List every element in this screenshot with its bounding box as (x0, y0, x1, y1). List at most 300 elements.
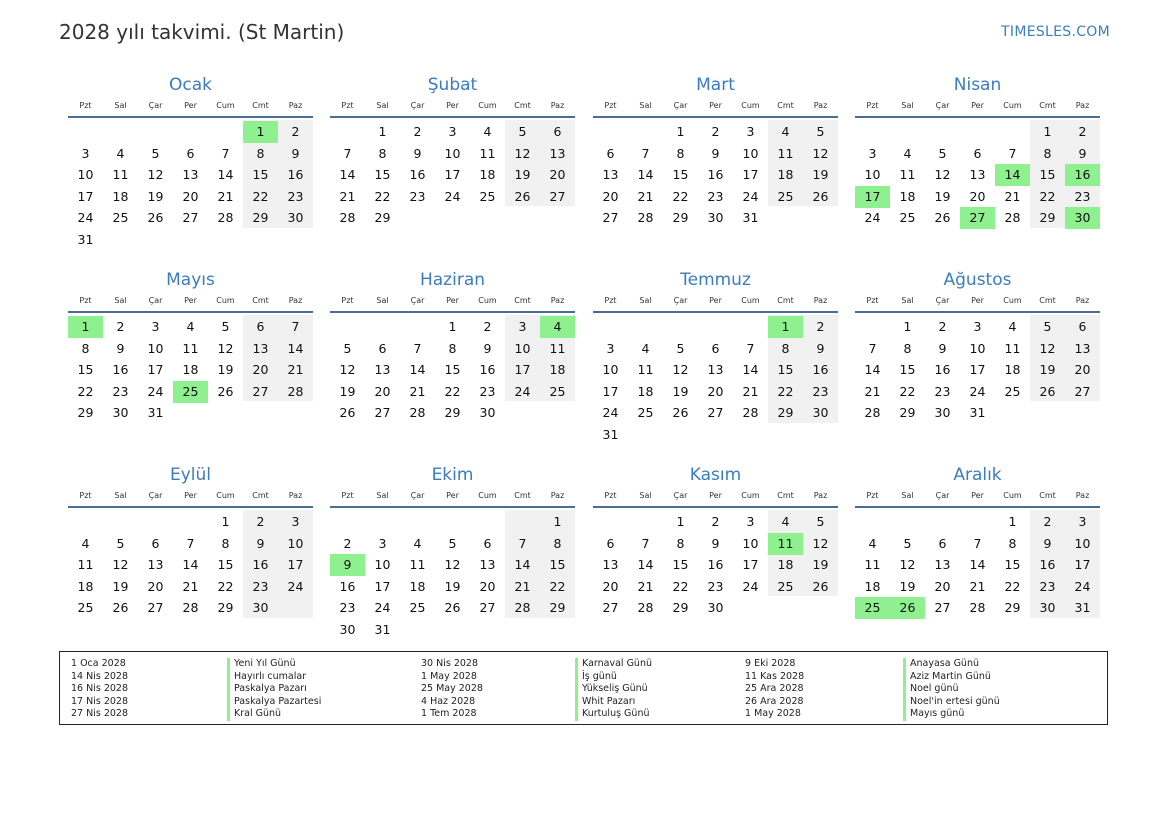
weekday-label: Cum (741, 296, 760, 305)
header-rule (855, 506, 1100, 508)
day-cell: 24 (77, 210, 94, 226)
day-cell: 12 (812, 145, 829, 161)
legend-holiday-name: Noel'in ertesi günü (903, 696, 1000, 709)
day-cell: 4 (903, 145, 912, 161)
weekday-label: Per (184, 296, 197, 305)
day-cell: 30 (934, 405, 951, 421)
weekday-label: Paz (1075, 491, 1090, 500)
day-cell: 23 (479, 383, 496, 399)
day-cell: 12 (899, 557, 916, 573)
day-cell: 20 (1074, 362, 1091, 378)
day-cell: 29 (672, 600, 689, 616)
day-cell: 9 (1078, 145, 1087, 161)
weekday-label: Per (971, 296, 984, 305)
weekday-label: Sal (901, 101, 914, 110)
day-cell: 3 (518, 319, 527, 334)
month-name: Haziran (419, 270, 486, 290)
day-cell: 6 (483, 535, 492, 551)
legend-name-column (575, 658, 652, 721)
day-cell: 11 (1004, 340, 1021, 356)
day-cell: 6 (938, 535, 947, 551)
holiday-day-cell: 14 (995, 164, 1030, 186)
weekday-label: Pzt (866, 296, 879, 305)
day-cell: 14 (864, 362, 881, 378)
day-cell: 19 (812, 167, 829, 183)
day-cell: 1 (676, 124, 685, 139)
legend-name-column (903, 658, 1000, 721)
day-cell: 31 (742, 210, 759, 226)
day-cell: 2 (413, 124, 422, 139)
day-cell: 7 (641, 535, 650, 551)
day-cell: 2 (1078, 124, 1087, 139)
day-cell: 22 (217, 578, 234, 594)
day-cell: 17 (602, 383, 619, 399)
day-cell: 18 (864, 578, 881, 594)
day-cell: 17 (742, 557, 759, 573)
day-cell: 19 (672, 383, 689, 399)
day-cell: 27 (1074, 383, 1091, 399)
legend-holiday-name: Yükseliş Günü (575, 683, 652, 696)
day-cell: 7 (641, 145, 650, 161)
day-cell: 23 (707, 188, 724, 204)
weekday-label: Paz (813, 296, 828, 305)
day-cell: 10 (742, 145, 759, 161)
weekday-label: Paz (813, 491, 828, 500)
weekday-label: Pzt (866, 101, 879, 110)
day-cell: 10 (602, 362, 619, 378)
legend-date: 25 Ara 2028 (745, 683, 804, 695)
day-cell: 15 (549, 557, 566, 573)
month-name: Mart (696, 75, 735, 95)
weekday-label: Cmt (252, 101, 269, 110)
day-cell: 12 (147, 167, 164, 183)
day-cell: 1 (1043, 124, 1052, 139)
day-cell: 18 (182, 362, 199, 378)
weekday-label: Per (446, 101, 459, 110)
day-cell: 20 (549, 167, 566, 183)
day-cell: 15 (217, 557, 234, 573)
day-cell: 24 (742, 188, 759, 204)
day-cell: 10 (1074, 535, 1091, 551)
weekday-label: Çar (673, 491, 688, 500)
day-cell: 15 (899, 362, 916, 378)
weekday-label: Çar (148, 491, 163, 500)
weekday-label: Sal (376, 491, 389, 500)
day-cell: 13 (182, 167, 199, 183)
day-cell: 15 (1039, 167, 1056, 183)
day-cell: 29 (252, 210, 269, 226)
day-cell: 26 (514, 188, 531, 204)
day-cell: 31 (969, 405, 986, 421)
day-cell: 5 (676, 340, 685, 356)
day-cell: 20 (374, 383, 391, 399)
day-cell: 2 (711, 514, 720, 529)
weekday-label: Çar (673, 296, 688, 305)
day-cell: 3 (448, 124, 457, 139)
day-cell: 6 (1078, 319, 1087, 334)
weekday-label: Cum (741, 491, 760, 500)
weekday-label: Pzt (79, 296, 92, 305)
day-cell: 11 (899, 167, 916, 183)
legend-date-column (71, 658, 128, 721)
day-cell: 19 (934, 188, 951, 204)
day-cell: 28 (969, 600, 986, 616)
holiday-day-cell: 30 (1065, 207, 1100, 229)
weekday-label: Per (446, 296, 459, 305)
day-cell: 2 (816, 319, 825, 334)
day-cell: 18 (479, 167, 496, 183)
day-cell: 18 (409, 578, 426, 594)
day-cell: 20 (602, 578, 619, 594)
month-name: Kasım (689, 465, 742, 485)
holiday-day-cell: 1 (768, 316, 803, 338)
day-cell: 17 (742, 167, 759, 183)
day-cell: 20 (252, 362, 269, 378)
day-cell: 7 (413, 340, 422, 356)
header-rule (855, 116, 1100, 118)
weekday-label: Çar (935, 491, 950, 500)
day-cell: 21 (1004, 188, 1021, 204)
day-cell: 18 (77, 578, 94, 594)
legend-date: 25 May 2028 (421, 683, 483, 695)
day-cell: 15 (672, 557, 689, 573)
weekday-label: Paz (550, 491, 565, 500)
day-cell: 28 (514, 600, 531, 616)
day-cell: 21 (864, 383, 881, 399)
day-cell: 10 (444, 145, 461, 161)
legend-holiday-name: Kral Günü (227, 708, 321, 721)
day-cell: 2 (1043, 514, 1052, 529)
legend-holiday-name: Mayıs günü (903, 708, 1000, 721)
day-cell: 27 (707, 405, 724, 421)
day-cell: 5 (343, 340, 352, 356)
weekday-label: Paz (288, 491, 303, 500)
weekday-label: Çar (935, 296, 950, 305)
day-cell: 25 (409, 600, 426, 616)
day-cell: 18 (777, 167, 794, 183)
day-cell: 6 (606, 145, 615, 161)
weekday-label: Cmt (514, 101, 531, 110)
weekday-label: Cmt (252, 491, 269, 500)
weekday-label: Pzt (604, 296, 617, 305)
day-cell: 31 (602, 427, 619, 442)
legend-date: 4 Haz 2028 (421, 695, 476, 707)
day-cell: 5 (221, 319, 230, 334)
day-cell: 19 (339, 383, 356, 399)
weekday-label: Pzt (79, 491, 92, 500)
day-cell: 2 (291, 124, 300, 139)
weekday-label: Pzt (866, 491, 879, 500)
holiday-day-cell: 17 (855, 186, 890, 208)
day-cell: 3 (746, 124, 755, 139)
day-cell: 29 (77, 405, 94, 421)
day-cell: 22 (1004, 578, 1021, 594)
day-cell: 6 (378, 340, 387, 356)
day-cell: 3 (973, 319, 982, 334)
day-cell: 1 (676, 514, 685, 529)
day-cell: 8 (1043, 145, 1052, 161)
day-cell: 7 (343, 145, 352, 161)
holiday-day-cell: 1 (68, 316, 103, 338)
day-cell: 18 (1004, 362, 1021, 378)
day-cell: 5 (1043, 319, 1052, 334)
day-cell: 29 (1039, 210, 1056, 226)
day-cell: 26 (444, 600, 461, 616)
day-cell: 28 (864, 405, 881, 421)
day-cell: 4 (81, 535, 90, 551)
day-cell: 14 (637, 557, 654, 573)
weekday-label: Cum (478, 101, 497, 110)
weekday-label: Sal (114, 101, 127, 110)
header-rule (68, 116, 313, 118)
day-cell: 6 (151, 535, 160, 551)
day-cell: 11 (777, 145, 794, 161)
day-cell: 17 (444, 167, 461, 183)
weekday-label: Cmt (514, 296, 531, 305)
day-cell: 8 (81, 340, 90, 356)
day-cell: 30 (1039, 600, 1056, 616)
day-cell: 2 (343, 535, 352, 551)
page-title: 2028 yılı takvimi. (St Martin) (59, 20, 345, 44)
legend-date: 1 Tem 2028 (421, 708, 477, 720)
day-cell: 11 (112, 167, 129, 183)
day-cell: 4 (781, 514, 790, 529)
holiday-day-cell: 11 (768, 533, 803, 555)
day-cell: 24 (287, 578, 304, 594)
weekday-label: Per (971, 101, 984, 110)
day-cell: 15 (444, 362, 461, 378)
day-cell: 9 (711, 535, 720, 551)
weekday-label: Pzt (341, 296, 354, 305)
day-cell: 1 (448, 319, 457, 334)
day-cell: 8 (448, 340, 457, 356)
day-cell: 25 (1004, 383, 1021, 399)
header-rule (330, 311, 575, 313)
day-cell: 9 (413, 145, 422, 161)
day-cell: 8 (553, 535, 562, 551)
day-cell: 3 (151, 319, 160, 334)
weekday-label: Paz (288, 101, 303, 110)
day-cell: 8 (676, 535, 685, 551)
day-cell: 27 (602, 210, 619, 226)
day-cell: 3 (378, 535, 387, 551)
day-cell: 25 (777, 188, 794, 204)
day-cell: 1 (1008, 514, 1017, 529)
day-cell: 19 (112, 578, 129, 594)
day-cell: 23 (112, 383, 129, 399)
day-cell: 12 (812, 535, 829, 551)
day-cell: 31 (1074, 600, 1091, 616)
legend-holiday-name: Whit Pazarı (575, 696, 652, 709)
day-cell: 14 (409, 362, 426, 378)
day-cell: 15 (374, 167, 391, 183)
weekday-label: Pzt (604, 491, 617, 500)
weekday-label: Cmt (1039, 101, 1056, 110)
day-cell: 22 (672, 188, 689, 204)
day-cell: 16 (812, 362, 829, 378)
day-cell: 22 (252, 188, 269, 204)
day-cell: 29 (374, 210, 391, 226)
day-cell: 21 (339, 188, 356, 204)
weekday-label: Cum (478, 296, 497, 305)
weekday-label: Per (709, 296, 722, 305)
weekday-label: Paz (550, 101, 565, 110)
day-cell: 24 (444, 188, 461, 204)
day-cell: 7 (868, 340, 877, 356)
day-cell: 10 (864, 167, 881, 183)
day-cell: 8 (256, 145, 265, 161)
legend-date: 16 Nis 2028 (71, 683, 128, 695)
day-cell: 13 (707, 362, 724, 378)
day-cell: 20 (707, 383, 724, 399)
day-cell: 16 (287, 167, 304, 183)
day-cell: 12 (1039, 340, 1056, 356)
weekday-label: Cmt (777, 491, 794, 500)
day-cell: 31 (147, 405, 164, 421)
day-cell: 30 (112, 405, 129, 421)
day-cell: 15 (77, 362, 94, 378)
weekday-label: Paz (1075, 296, 1090, 305)
day-cell: 8 (1008, 535, 1017, 551)
day-cell: 24 (374, 600, 391, 616)
day-cell: 30 (287, 210, 304, 226)
day-cell: 5 (151, 145, 160, 161)
day-cell: 25 (637, 405, 654, 421)
day-cell: 25 (112, 210, 129, 226)
legend-date: 26 Ara 2028 (745, 695, 804, 707)
legend-date: 9 Eki 2028 (745, 658, 796, 669)
weekday-label: Pzt (341, 101, 354, 110)
day-cell: 6 (606, 535, 615, 551)
day-cell: 26 (934, 210, 951, 226)
day-cell: 2 (938, 319, 947, 334)
day-cell: 17 (514, 362, 531, 378)
day-cell: 9 (483, 340, 492, 356)
day-cell: 4 (868, 535, 877, 551)
day-cell: 16 (339, 578, 356, 594)
weekday-label: Cum (216, 491, 235, 500)
day-cell: 26 (339, 405, 356, 421)
header-rule (593, 116, 838, 118)
legend-date: 30 Nis 2028 (421, 658, 478, 669)
weekday-label: Cmt (777, 101, 794, 110)
day-cell: 1 (553, 514, 562, 529)
day-cell: 5 (448, 535, 457, 551)
weekday-label: Sal (114, 491, 127, 500)
day-cell: 20 (182, 188, 199, 204)
header-rule (330, 506, 575, 508)
day-cell: 12 (672, 362, 689, 378)
day-cell: 31 (77, 232, 94, 247)
legend-date: 1 May 2028 (421, 670, 477, 682)
day-cell: 5 (903, 535, 912, 551)
day-cell: 30 (252, 600, 269, 616)
weekday-label: Cmt (514, 491, 531, 500)
weekday-label: Sal (901, 491, 914, 500)
weekday-label: Cum (478, 491, 497, 500)
day-cell: 18 (637, 383, 654, 399)
weekday-label: Sal (639, 491, 652, 500)
day-cell: 10 (374, 557, 391, 573)
month-name: Ocak (169, 75, 212, 95)
brand-link[interactable]: TIMESLES.COM (1001, 24, 1110, 40)
legend-holiday-name: Hayırlı cumalar (227, 671, 321, 684)
day-cell: 14 (339, 167, 356, 183)
day-cell: 16 (934, 362, 951, 378)
day-cell: 21 (637, 578, 654, 594)
day-cell: 12 (514, 145, 531, 161)
day-cell: 5 (938, 145, 947, 161)
day-cell: 25 (777, 578, 794, 594)
day-cell: 11 (479, 145, 496, 161)
day-cell: 9 (816, 340, 825, 356)
day-cell: 9 (1043, 535, 1052, 551)
day-cell: 7 (746, 340, 755, 356)
day-cell: 5 (116, 535, 125, 551)
day-cell: 21 (514, 578, 531, 594)
day-cell: 16 (707, 557, 724, 573)
day-cell: 27 (182, 210, 199, 226)
day-cell: 20 (147, 578, 164, 594)
day-cell: 20 (934, 578, 951, 594)
weekday-label: Cmt (252, 296, 269, 305)
day-cell: 10 (969, 340, 986, 356)
day-cell: 24 (969, 383, 986, 399)
day-cell: 7 (221, 145, 230, 161)
day-cell: 13 (934, 557, 951, 573)
day-cell: 9 (938, 340, 947, 356)
day-cell: 14 (969, 557, 986, 573)
weekday-label: Per (184, 491, 197, 500)
weekday-label: Çar (673, 101, 688, 110)
day-cell: 23 (339, 600, 356, 616)
day-cell: 28 (409, 405, 426, 421)
day-cell: 16 (252, 557, 269, 573)
weekday-label: Cum (1003, 491, 1022, 500)
day-cell: 19 (147, 188, 164, 204)
day-cell: 11 (409, 557, 426, 573)
header-rule (68, 311, 313, 313)
day-cell: 13 (549, 145, 566, 161)
day-cell: 22 (899, 383, 916, 399)
header-rule (330, 116, 575, 118)
day-cell: 23 (252, 578, 269, 594)
day-cell: 1 (221, 514, 230, 529)
day-cell: 13 (1074, 340, 1091, 356)
day-cell: 29 (777, 405, 794, 421)
weekday-label: Cmt (1039, 491, 1056, 500)
day-cell: 24 (514, 383, 531, 399)
month-name: Mayıs (166, 270, 215, 290)
day-cell: 18 (112, 188, 129, 204)
day-cell: 2 (483, 319, 492, 334)
header-rule (855, 311, 1100, 313)
day-cell: 15 (252, 167, 269, 183)
day-cell: 23 (287, 188, 304, 204)
weekday-label: Pzt (341, 491, 354, 500)
day-cell: 9 (256, 535, 265, 551)
legend-date: 27 Nis 2028 (71, 708, 128, 720)
weekday-label: Per (446, 491, 459, 500)
day-cell: 15 (672, 167, 689, 183)
day-cell: 27 (147, 600, 164, 616)
weekday-label: Çar (410, 491, 425, 500)
day-cell: 6 (186, 145, 195, 161)
legend-holiday-name: Paskalya Pazarı (227, 683, 321, 696)
day-cell: 16 (112, 362, 129, 378)
month-name: Temmuz (680, 270, 751, 290)
holiday-day-cell: 25 (173, 381, 208, 403)
